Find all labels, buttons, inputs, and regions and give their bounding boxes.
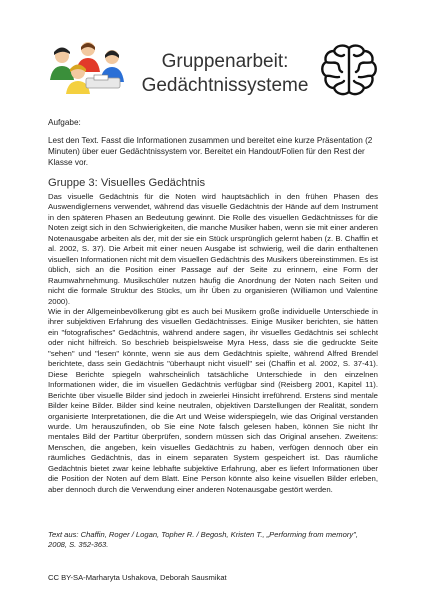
page-title: [140, 50, 310, 98]
paragraph: Wie in der Allgemeinbevölkerung gibt es auch bei Musikern große individuelle Unterschiede in ihrer subjektiven Erfahrung des visuellen Gedächtnisses. Einige Musiker berichten, sie hätten ein "fotografisches" Gedächtnis, während andere sagen, ihr visuelles Gedächtnis sei schlecht oder nicht hilfreich. So beschrieb beispielsweise Myra Hess, dass sie die gedruckte Seite "sehen" und "lesen" könnte, wenn sie aus dem Gedächtnis spielte, während Alfred Brendel berichtete, dass sein Gedächtnis "überhaupt nicht visuell" sei (Chaffin et al. 2002, S. 37-41). Diese Berichte spiegeln wahrscheinlich tatsächliche Unterschiede in den einzelnen Informationen wider, die im visuellen Gedächtnis verfügbar sind (Reisberg 2001, Kapitel 11). Berichte über visuelle Bilder sind jedoch in zweierlei Hinsicht irreführend. Erstens sind mentale Bilder keine Bilder. Bilder sind keine neutralen, objektiven Darstellungen der Realität, sondern organisierte Interpretationen, die die Art und Weise widerspiegeln, wie das Original verstanden wurde. Um herauszufinden, ob Sie eine Note falsch gelesen haben, können Sie nicht Ihr mentales Bild der Partitur überprüfen, sondern müssen sich das Original ansehen. Zweitens: Menschen, die angeben, kein visuelles Gedächtnis zu haben, verfügen dennoch über ein räumliches Gedächtnis, das in einem separaten System gespeichert ist. Das räumliche Gedächtnis bietet zwar keine lebhafte subjektive Erfahrung, aber es liefert Informationen über die Position der Noten auf dem Blatt. Eine Person könnte also keine visuellen Bilder erleben, aber dennoch durch die Verwendung einer anderen Notenausgabe gestört werden.: [48, 306, 378, 494]
title-line-2: Gedächtnissysteme: [141, 75, 309, 96]
task-text: Lest den Text. Fasst die Informationen zusammen und bereitet eine kurze Präsentation (2 Minuten) über euer Gedächtnissystem vor. Bereitet ein Handout/Folien für den Rest der Klasse vor.: [48, 136, 373, 167]
title-line-1: Gruppenarbeit:: [161, 51, 289, 72]
section-heading: Gruppe 3: Visuelles Gedächtnis: [48, 177, 206, 189]
paragraph: Das visuelle Gedächtnis für die Noten wird hauptsächlich in den frühen Phasen des Auswendiglernens verwendet, während das visuelle Gedächtnis der Hände auf dem Instrument in den späteren Phasen an Bedeutung gewinnt. Die Rolle des visuellen Gedächtnisses für die Noten zeigt sich in den Schwierigkeiten, die manche Musiker haben, wenn sie mit einer anderen Notenausgabe arbeiten als der, mit der sie ein Stück ursprünglich gelernt haben (z. B. Chaffin et al. 2002, S. 37). Die Arbeit mit einer neuen Ausgabe ist schwierig, weil die darin enthaltenen visuellen Informationen nicht mit dem visuellen Gedächtnis des Musikers übereinstimmen. Es ist üblich, sich an die Position einer Passage auf der Seite zu erinnern, eine Form der Raumwahrnehmung. Musikschüler nutzen häufig die Anordnung der Noten nach Seiten und nicht die formale Struktur des Stücks, um ihr Üben zu organisieren (Williamon und Valentine 2000).: [48, 192, 378, 306]
header: [0, 0, 424, 115]
body-text: [48, 192, 378, 495]
footer-credits: CC BY-SA-Marharyta Ushakova, Deborah Sausmikat: [48, 573, 227, 582]
source-citation: Text aus: Chaffin, Roger / Logan, Topher R. / Begosh, Kristen T., „Performing from memory", 2008, S. 352-363.: [48, 530, 358, 550]
task-label: Aufgabe:: [48, 118, 81, 127]
brain-icon: [318, 42, 380, 98]
group-work-illustration: [48, 38, 128, 96]
